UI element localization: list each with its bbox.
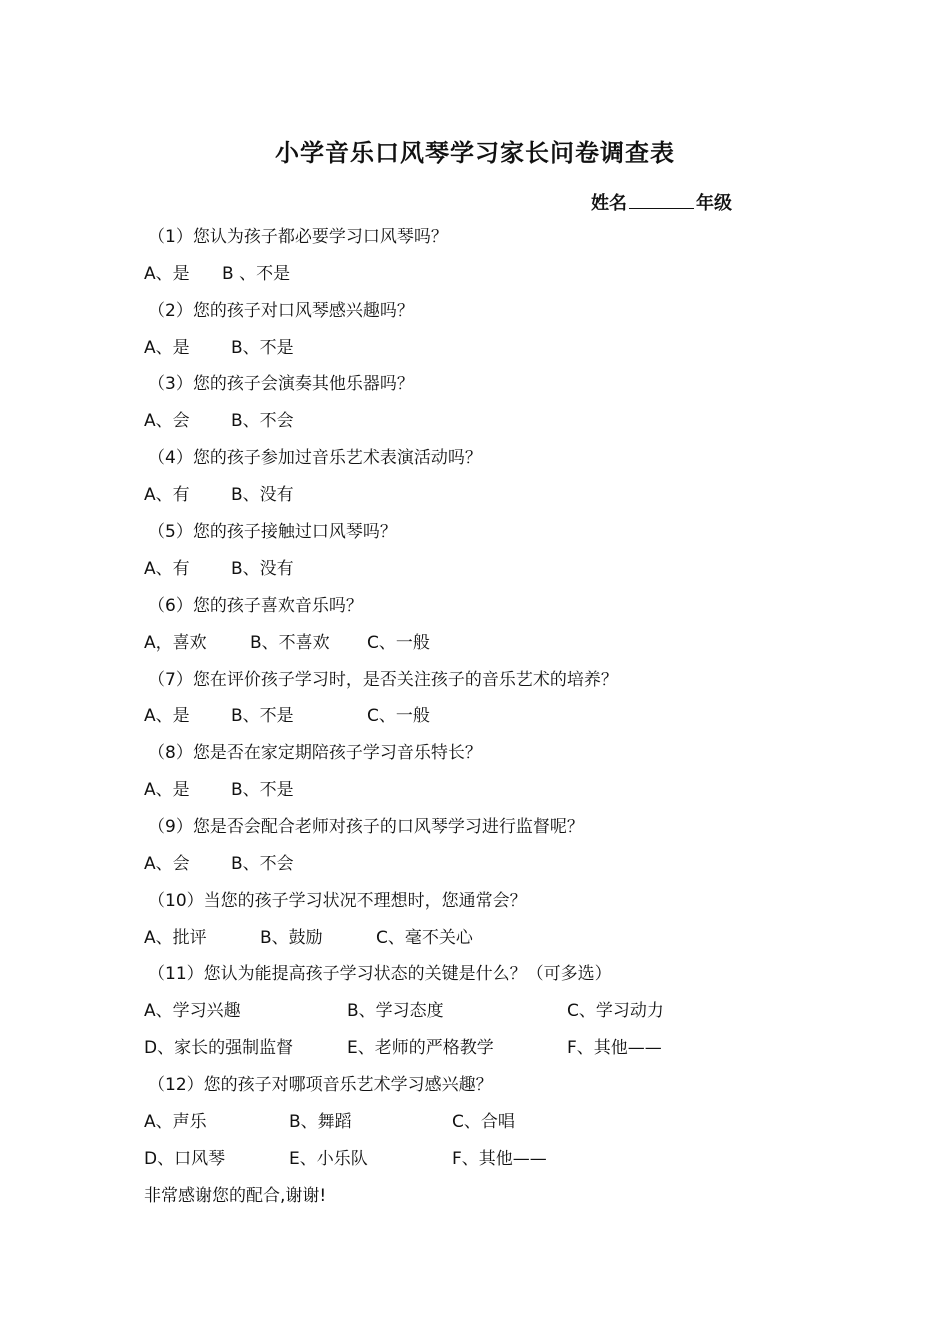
option-b[interactable]: B、没有 [231,559,294,579]
closing-line [0,1184,950,1208]
option-a[interactable]: A、学习兴趣 [144,1001,241,1021]
question-6 [0,594,950,618]
option-b[interactable]: B、学习态度 [347,1001,444,1021]
options-10 [0,926,950,950]
option-d[interactable]: D、口风琴 [144,1149,226,1169]
question-5 [0,520,950,544]
option-a[interactable]: A、是 [144,706,190,726]
options-12-row-2 [0,1147,950,1171]
options-11-row-2 [0,1036,950,1060]
options-12-row-1 [0,1110,950,1134]
option-f[interactable]: F、其他—— [452,1149,547,1169]
question-text: （6）您的孩子喜欢音乐吗？ [148,596,363,616]
option-b[interactable]: B、鼓励 [260,928,323,948]
question-text: （11）您认为能提高孩子学习状态的关键是什么？（可多选） [148,964,612,984]
option-c[interactable]: C、一般 [367,706,430,726]
option-b[interactable]: B、没有 [231,485,294,505]
options-7 [0,704,950,728]
options-4 [0,483,950,507]
page-title: 小学音乐口风琴学习家长问卷调查表 [275,139,675,167]
option-a[interactable]: A、是 [144,264,190,284]
question-text: （5）您的孩子接触过口风琴吗？ [148,522,397,542]
option-c[interactable]: C、学习动力 [567,1001,664,1021]
option-b[interactable]: B、不会 [231,854,294,874]
option-c[interactable]: C、一般 [367,633,430,653]
option-a[interactable]: A、会 [144,854,190,874]
question-8 [0,741,950,765]
question-3 [0,372,950,396]
option-b[interactable]: B 、不是 [222,264,291,284]
option-a[interactable]: A、是 [144,338,190,358]
question-text: （1）您认为孩子都必要学习口风琴吗？ [148,227,448,247]
options-11-row-1 [0,999,950,1023]
option-a[interactable]: A，喜欢 [144,633,207,653]
option-d[interactable]: D、家长的强制监督 [144,1038,294,1058]
question-10 [0,889,950,913]
name-blank[interactable] [629,191,694,209]
question-text: （3）您的孩子会演奏其他乐器吗？ [148,374,414,394]
option-b[interactable]: B、不喜欢 [250,633,330,653]
options-8 [0,778,950,802]
grade-label: 年级 [696,193,732,214]
question-12 [0,1073,950,1097]
option-b[interactable]: B、不是 [231,706,294,726]
options-1 [0,262,950,286]
options-3 [0,409,950,433]
option-e[interactable]: E、小乐队 [289,1149,368,1169]
closing-text: 非常感谢您的配合,谢谢! [144,1186,327,1206]
question-text: （4）您的孩子参加过音乐艺术表演活动吗？ [148,448,482,468]
options-9 [0,852,950,876]
option-a[interactable]: A、是 [144,780,190,800]
question-11 [0,962,950,986]
option-b[interactable]: B、不会 [231,411,294,431]
name-grade-line [591,189,732,215]
option-b[interactable]: B、不是 [231,338,294,358]
question-4 [0,446,950,470]
option-c[interactable]: C、毫不关心 [376,928,473,948]
option-f[interactable]: F、其他—— [567,1038,662,1058]
option-a[interactable]: A、有 [144,559,190,579]
question-text: （12）您的孩子对哪项音乐艺术学习感兴趣？ [148,1075,493,1095]
question-9 [0,815,950,839]
option-a[interactable]: A、声乐 [144,1112,207,1132]
question-2 [0,299,950,323]
options-5 [0,557,950,581]
question-text: （9）您是否会配合老师对孩子的口风琴学习进行监督呢？ [148,817,584,837]
options-2 [0,336,950,360]
question-7 [0,668,950,692]
options-6 [0,631,950,655]
option-a[interactable]: A、批评 [144,928,207,948]
question-text: （2）您的孩子对口风琴感兴趣吗？ [148,301,414,321]
option-e[interactable]: E、老师的严格教学 [347,1038,494,1058]
option-c[interactable]: C、合唱 [452,1112,515,1132]
question-text: （7）您在评价孩子学习时，是否关注孩子的音乐艺术的培养？ [148,670,618,690]
question-text: （8）您是否在家定期陪孩子学习音乐特长？ [148,743,482,763]
name-label: 姓名 [591,193,627,214]
question-text: （10）当您的孩子学习状况不理想时，您通常会？ [148,891,527,911]
option-a[interactable]: A、有 [144,485,190,505]
option-a[interactable]: A、会 [144,411,190,431]
question-1 [0,225,950,249]
option-b[interactable]: B、不是 [231,780,294,800]
option-b[interactable]: B、舞蹈 [289,1112,352,1132]
